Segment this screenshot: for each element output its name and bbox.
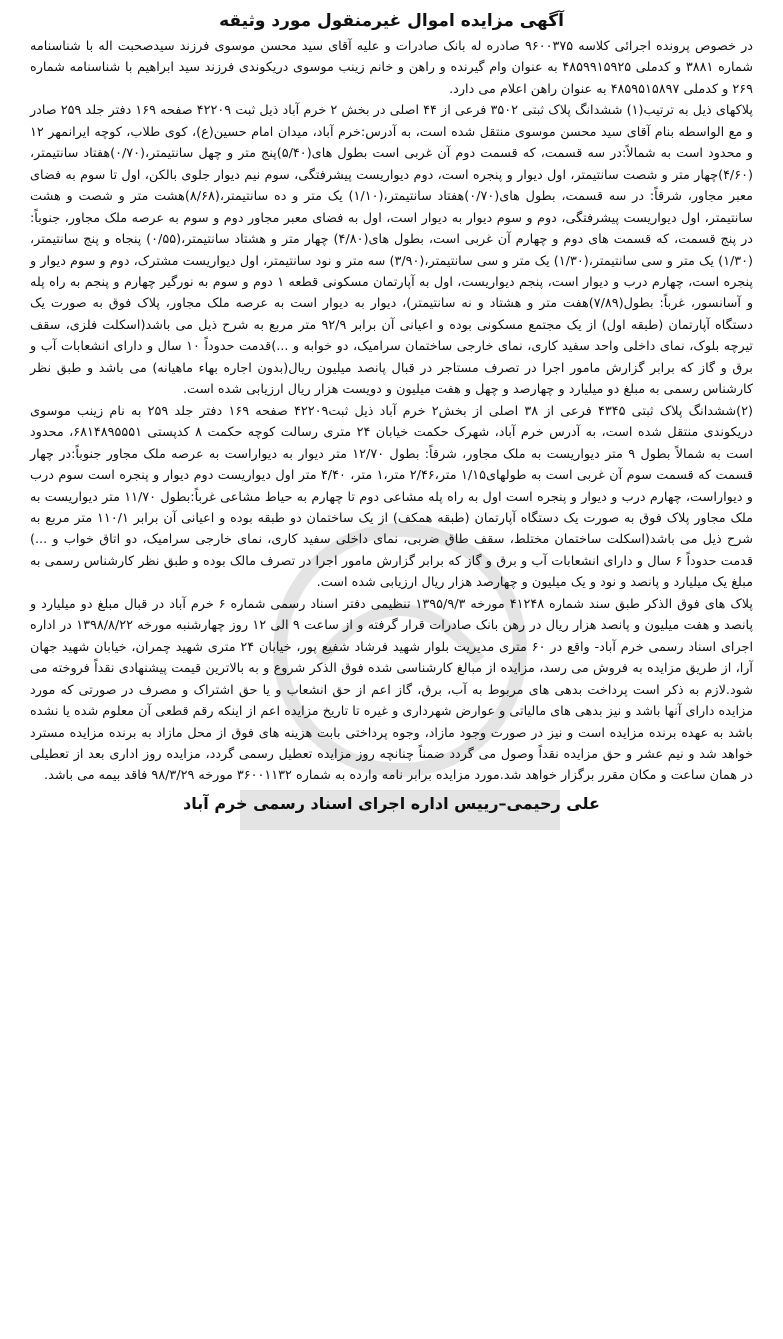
notice-paragraph-parties: در خصوص پرونده اجرائی کلاسه ۹۶۰۰۳۷۵ صادره له بانک صادرات و علیه آقای سید محسن موسوی فرزند سیدصحبت اله با شناسنامه شماره ۳۸۸۱ و کدملی ۴۸۵۹۹۱۵۹۲۵ به عنوان وام گیرنده و راهن و خانم زینب موسوی دریکوندی فرزند سید ابراهیم با شناسنامه شماره ۲۶۹ و کدملی ۴۸۵۹۵۱۵۸۹۷ به عنوان راهن اعلام می دارد. (30, 39, 754, 97)
notice-signature: علی رحیمی–رییس اداره اجرای اسناد رسمی خرم آباد (183, 793, 600, 813)
notice-paragraph-auction-terms: پلاک های فوق الذکر طبق سند شماره ۴۱۲۴۸ مورخه ۱۳۹۵/۹/۳ تنظیمی دفتر اسناد رسمی شماره ۶ خرم آباد در قبال مبلغ دو میلیارد و پانصد و هفت میلیون و پانصد هزار ریال در رهن بانک صادرات قرار گرفته و از ساعت ۹ الی ۱۲ روز چهارشنبه مورخه ۱۳۹۸/۸/۲۲ در اداره اجرای اسناد رسمی خرم آباد- واقع در ۶۰ متری مدیریت بلوار شهید فرشاد شفیع پور، خیابان ۲۴ متری شهید چمران، خیابان شهید جهان آرا، از طریق مزایده به فروش می رسد، مزایده از مبالغ کارشناسی شده فوق الذکر شروع و به بالاترین قیمت پیشنهادی نقداً فروخته می شود.لازم به ذکر است پرداخت بدهی های مربوط به آب، برق، گاز اعم از حق انشعاب و یا حق اشتراک و مصرف در صورتی که مورد مزایده دارای آنها باشد و نیز بدهی های مالیاتی و عوارض شهرداری و غیره تا تاریخ مزایده اعم از اینکه رقم قطعی آن معلوم شده یا نشده باشد به عهده برنده مزایده است و نیز در صورت وجود مازاد، وجوه پرداختی بابت هزینه های فوق از محل مازاد به برنده مزایده مسترد خواهد شد و نیم عشر و حق مزایده نقداً وصول می گردد ضمناً چنانچه روز مزایده تعطیل رسمی گردد، مزایده روز اداری بعد از تعطیلی در همان ساعت و مکان مقرر برگزار خواهد شد.مورد مزایده برابر نامه وارده به شماره ۳۶۰۰۱۱۳۲ مورخه ۹۸/۳/۲۹ فاقد بیمه می باشد. (30, 596, 754, 784)
notice-title: آگهی مزایده اموال غیرمنقول مورد وثیقه (219, 11, 564, 31)
notice-body (30, 36, 753, 787)
notice-paragraph-property-2: (۲)ششدانگ پلاک ثبتی ۴۳۴۵ فرعی از ۳۸ اصلی از بخش۲ خرم آباد ذیل ثبت۴۲۲۰۹ صفحه ۱۶۹ دفتر جلد ۲۵۹ به نام زینب موسوی دریکوندی منتقل شده است، به آدرس خرم آباد، شهرک حکمت خیابان ۲۴ متری رسالت کوچه حکمت ۸ کدپستی ۶۸۱۴۸۹۵۵۵۱، محدود است به شمالاً بطول ۹ متر دیواریست به ملک مجاور، شرقاً: بطول ۱۲/۷۰ متر دیوار به دیواراست به عرصه ملک مجاور جنوباً:در چهار قسمت که قسمت سوم آن غربی است به طولهای۱/۱۵ متر،۲/۴۶ متر،۱ متر، ۴/۴۰ متر اول دیواریست دوم دیوار و پنجره است سوم درب و دیواراست، چهارم درب و دیوار و پنجره است اول به راه پله مشاعی دوم تا چهارم به حیاط مشاعی غرباً:بطول ۱۱/۷۰ متر دیواریست به ملک مجاور پلاک فوق به صورت یک دستگاه آپارتمان (طبقه همکف) از یک ساختمان دو طبقه بوده و اعیانی آن برابر ۱۱۰/۱ متر مربع به شرح ذیل می باشد(اسکلت ساختمان مختلط، سقف طاق ضربی، نمای داخلی سفید کاری، نمای خارجی سرامیک، دو اتاق خواب و ...) قدمت حدوداً ۶ سال و دارای انشعابات آب و برق و گاز که برابر گزارش مامور اجرا در تصرف مالک بوده و طبق نظر کارشناس رسمی به مبلغ یک میلیارد و پانصد و نود و یک میلیون و چهارصد هزار ریال ارزیابی شده است. (30, 403, 754, 591)
notice-paragraph-property-1: پلاکهای ذیل به ترتیب(۱) ششدانگ پلاک ثبتی ۳۵۰۲ فرعی از ۴۴ اصلی در بخش ۲ خرم آباد ذیل ثبت ۴۲۲۰۹ صفحه ۱۶۹ دفتر جلد ۲۵۹ صادر و مع الواسطه بنام آقای سید محسن موسوی منتقل شده است، به آدرس:خرم آباد، میدان امام حسین(ع)، کوی طلاب، کوچه ایرانمهر ۱۲ و محدود است به شمالاً:در سه قسمت، که قسمت دوم آن غربی است بطول های(۵/۴۰)پنج متر و چهل سانتیمتر،(۰/۷۰)هفتاد سانتیمتر،(۴/۶۰)چهار متر و شصت سانتیمتر، اول دیوار و پنجره است، دوم دیواریست پیشرفتگی، سوم نیم دیوار جلوی بالکن، اول تا سوم به فضای معبر مجاور، شرقاً: در سه قسمت، بطول های(۰/۷۰)هفتاد سانتیمتر،(۱/۱۰) یک متر و ده سانتیمتر،(۸/۶۸)هشت متر و شصت و هشت سانتیمتر، اول دیواریست پیشرفتگی، دوم و سوم دیوار به دیوار است، اول به فضای معبر مجاور دوم و سوم به عرصه ملک مجاور، جنوباً: در پنج قسمت، که قسمت های دوم و چهارم آن غربی است، بطول های(۴/۸۰) چهار متر و هشتاد سانتیمتر،(۰/۵۵) پنجاه و پنج سانتیمتر،(۱/۳۰) یک متر و سی سانتیمتر،(۱/۳۰) یک متر و سی سانتیمتر،(۳/۹۰) سه متر و نود سانتیمتر، اول دیواریست مشترک، دوم و سوم دیوار و پنجره است، چهارم درب و دیوار است، پنجم دیواریست، اول به آپارتمان مسکونی قطعه ۱ دوم و سوم به نورگیر چهارم و پنجم به راه پله و آسانسور، غرباً: بطول(۷/۸۹)هفت متر و هشتاد و نه سانتیمتر)، دیوار به دیوار است به عرصه ملک مجاور، پلاک فوق به صورت یک دستگاه آپارتمان (طبقه اول) از یک مجتمع مسکونی بوده و اعیانی آن برابر ۹۲/۹ متر مربع به شرح ذیل می باشد(اسکلت فلزی، سقف تیرچه بلوک، نمای داخلی واحد سفید کاری، نمای خارجی ساختمان سرامیک، دو خوابه و ...)قدمت حدوداً ۱۰ سال و دارای انشعابات آب و برق و گاز که برابر گزارش مامور اجرا در تصرف مستاجر در قبال پانصد میلیون ریال(بدون اجاره بهاء ماهیانه) می باشد و طبق نظر کارشناس رسمی به مبلغ دو میلیارد و چهارصد و چهل و هفت میلیون و دویست هزار ریال ارزیابی شده است. (30, 103, 754, 398)
